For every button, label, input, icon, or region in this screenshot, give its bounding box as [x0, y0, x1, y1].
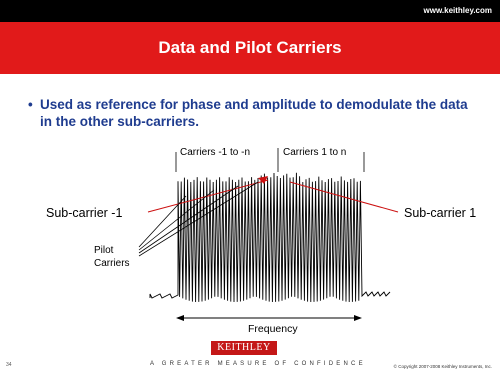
subcarrier-spectrum — [150, 173, 390, 302]
label-subcarrier-negative: Sub-carrier -1 — [46, 206, 123, 220]
arrow-left-icon — [176, 315, 184, 321]
label-pilot-carriers: Pilot Carriers — [94, 245, 130, 269]
carrier-waveform — [150, 173, 390, 302]
bullet-text: Used as reference for phase and amplitude to demodulate the data in the other sub-carriers. — [40, 97, 468, 129]
label-frequency: Frequency — [248, 323, 298, 335]
keithley-logo: KEITHLEY — [211, 341, 277, 355]
pointer-sub-left — [148, 180, 268, 212]
slide-title: Data and Pilot Carriers — [158, 38, 342, 57]
label-carriers-negative: Carriers -1 to -n — [180, 147, 251, 158]
arrow-right-icon — [354, 315, 362, 321]
label-carriers-positive: Carriers 1 to n — [283, 147, 347, 158]
label-subcarrier-positive: Sub-carrier 1 — [404, 206, 477, 220]
copyright-text: © Copyright 2007-2008 Keithley Instruments, Inc. — [393, 364, 492, 369]
tagline: A GREATER MEASURE OF CONFIDENCE — [150, 361, 366, 367]
website-url[interactable]: www.keithley.com — [423, 6, 492, 15]
page-number: 34 — [6, 362, 12, 368]
bullet-icon: • — [28, 97, 33, 112]
